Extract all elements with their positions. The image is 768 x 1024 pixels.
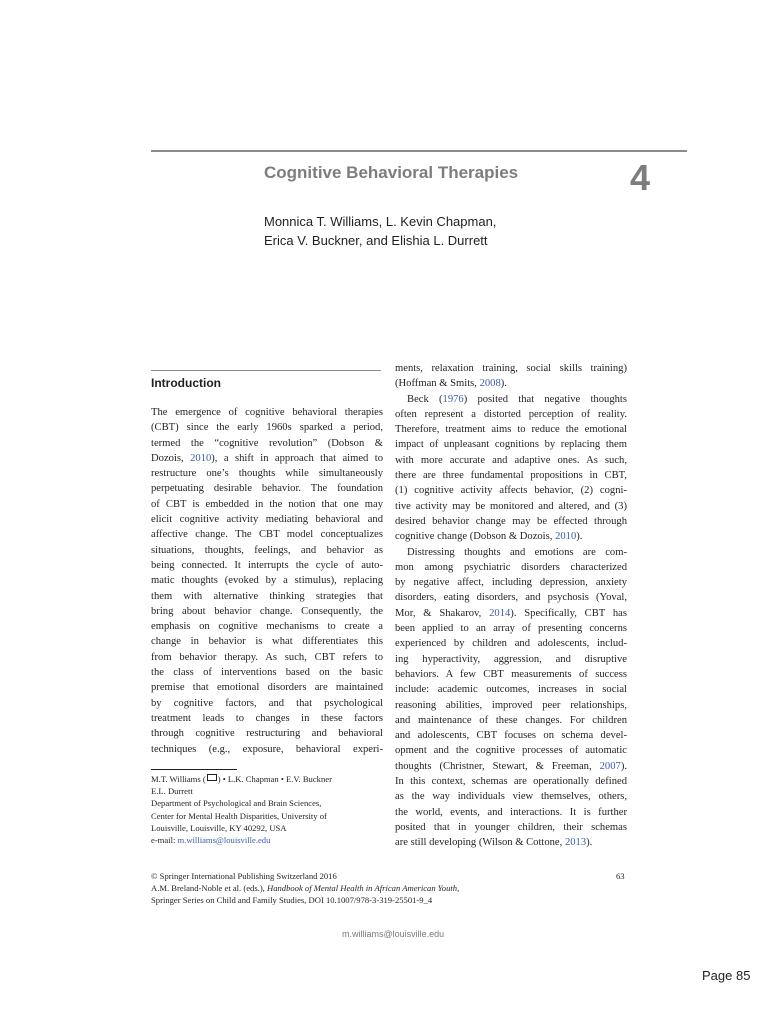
body-text-line: disorders, eating disorders, and psychosis (Yoval,: [395, 592, 627, 604]
body-text-line: through cognitive restructuring and behavioral: [151, 728, 383, 740]
body-text-line: posited that in younger children, their schemas: [395, 821, 627, 833]
body-text-line: been applied to an array of presenting concerns: [395, 623, 627, 635]
section-rule: [151, 370, 381, 371]
body-text-line: as the way individuals view themselves, others,: [395, 791, 627, 803]
email-label: e-mail:: [151, 834, 178, 845]
citation-text: ,: [457, 883, 460, 894]
citation-line: [151, 882, 631, 894]
body-text-line: them with alternative thinking strategies that: [151, 590, 383, 602]
body-text-line: from behavior therapy. As such, CBT refers to: [151, 651, 383, 663]
body-text-line: by negative affect, including depression, anxiety: [395, 577, 627, 589]
citation-year-link[interactable]: 2010: [190, 452, 212, 464]
line-text: thoughts (Christner, Stewart, & Freeman,: [395, 760, 600, 772]
line-text: Mor, & Shakarov,: [395, 607, 490, 619]
body-text-line: (1) cognitive activity affects behavior, (2) cogni-: [395, 485, 627, 497]
body-text-line: [395, 835, 627, 850]
body-text-line: restructure one’s thoughts while simultaneously: [151, 468, 383, 480]
body-text-line: [151, 451, 383, 466]
body-text-line: the class of interventions based on the basic: [151, 667, 383, 679]
footnote-text: ) • L.K. Chapman • E.V. Buckner: [217, 774, 332, 784]
line-text: ) posited that negative thoughts: [463, 393, 627, 405]
citation-text: A.M. Breland-Noble et al. (eds.),: [151, 883, 267, 894]
left-column-body: [151, 405, 383, 757]
citation-year-link[interactable]: 2007: [599, 760, 621, 772]
series-line: Springer Series on Child and Family Studies, DOI 10.1007/978-3-319-25501-9_4: [151, 895, 433, 906]
body-text-line: emphasis on cognitive mechanisms to create a: [151, 621, 383, 633]
body-text-line: In this context, schemas are operationally defined: [395, 776, 627, 788]
body-text-line: mon among psychiatric disorders characterized: [395, 561, 627, 573]
body-text-line: and maintenance of these changes. For children: [395, 714, 627, 726]
body-text-line: and adolescents, CBT focuses on schema devel-: [395, 730, 627, 742]
body-text-line: elicit cognitive activity mediating behavioral and: [151, 514, 383, 526]
page-label: Page 85: [702, 968, 751, 983]
copyright-line: © Springer International Publishing Switzerland 2016: [151, 871, 337, 881]
line-text: Beck (: [407, 393, 443, 405]
body-text-line: Distressing thoughts and emotions are com-: [407, 546, 627, 558]
body-text-line: termed the “cognitive revolution” (Dobson &: [151, 437, 383, 449]
email-watermark: m.williams@louisville.edu: [342, 929, 445, 939]
body-text-line: include: academic outcomes, increases in social: [395, 684, 627, 696]
body-text-line: Therefore, treatment aims to reduce the emotional: [395, 424, 627, 436]
body-text-line: [395, 392, 627, 407]
body-text-line: (CBT) since the early 1960s sparked a period,: [151, 422, 383, 434]
body-text-line: ing hyperactivity, aggression, and disruptive: [395, 653, 627, 665]
email-link[interactable]: m.williams@louisville.edu: [177, 834, 271, 845]
citation-year-link[interactable]: 2014: [489, 607, 511, 619]
footnote-line: Louisville, Louisville, KY 40292, USA: [151, 822, 287, 833]
chapter-authors: [264, 212, 496, 250]
citation-year-link[interactable]: 2010: [555, 531, 577, 543]
chapter-header-rule: [151, 150, 687, 152]
line-text: (Hoffman & Smits,: [395, 378, 480, 390]
body-text-line: change in behavior is what differentiates this: [151, 636, 383, 648]
author-affiliation-footnote: [151, 773, 332, 846]
line-text: ).: [586, 837, 593, 849]
citation-year-link[interactable]: 1976: [442, 393, 464, 405]
chapter-number: 4: [630, 157, 651, 198]
body-text-line: with more accurate and adaptive ones. As such,: [395, 454, 627, 466]
body-text-line: opment and the cognitive processes of automatic: [395, 745, 627, 757]
body-text-line: The emergence of cognitive behavioral therapies: [151, 407, 383, 418]
line-text: ).: [576, 531, 583, 543]
page-footer: [151, 870, 631, 907]
footnote-rule: [151, 769, 237, 770]
authors-line: Monnica T. Williams, L. Kevin Chapman,: [264, 214, 497, 229]
body-text-line: techniques (e.g., exposure, behavioral experi-: [151, 743, 383, 755]
envelope-icon: [207, 774, 217, 781]
section-title: Introduction: [151, 376, 221, 390]
body-text-line: being connected. It interrupts the cycle of auto-: [151, 559, 383, 571]
body-text-line: [395, 606, 627, 621]
body-text-line: tive activity may be monitored and altered, and (3): [395, 500, 627, 512]
line-text: Dozois,: [151, 452, 191, 464]
body-text-line: desired behavior change may be effected through: [395, 515, 627, 527]
body-text-line: [395, 376, 627, 391]
line-text: cognitive change (Dobson & Dozois,: [395, 531, 556, 543]
body-text-line: matic thoughts (evoked by a stimulus), replacing: [151, 575, 383, 587]
footnote-line: [151, 773, 332, 785]
body-text-line: affective change. The CBT model conceptualizes: [151, 529, 383, 541]
footnote-text: M.T. Williams (: [151, 774, 206, 784]
body-text-line: reasoning abilities, improved peer relationships,: [395, 699, 627, 711]
body-text-line: ments, relaxation training, social skills training): [395, 363, 627, 374]
footnote-line: E.L. Durrett: [151, 786, 193, 797]
footnote-line: [151, 834, 332, 846]
body-text-line: by cognitive factors, and that psychological: [151, 697, 383, 709]
body-text-line: [395, 529, 627, 544]
body-text-line: behaviors. A few CBT measurements of success: [395, 668, 627, 680]
right-column-body: [395, 361, 627, 851]
body-text-line: treatment leads to changes in these factors: [151, 712, 383, 724]
body-text-line: experienced by children and adolescents, includ-: [395, 638, 627, 650]
body-text-line: often represent a distorted perception of reality.: [395, 408, 627, 420]
body-text-line: of CBT is embedded in the notion that one may: [151, 498, 383, 510]
body-text-line: situations, thoughts, feelings, and behavior as: [151, 544, 383, 556]
body-text-line: perpetuating desirable behavior. The foundation: [151, 483, 383, 495]
body-text-line: there are three fundamental propositions in CBT,: [395, 470, 627, 482]
body-text-line: bring about behavior change. Consequently, the: [151, 605, 383, 617]
page-number: 63: [616, 871, 625, 881]
body-text-line: premise that emotional disorders are maintained: [151, 682, 383, 694]
body-text-line: [395, 759, 627, 774]
footnote-line: Department of Psychological and Brain Sciences,: [151, 798, 322, 809]
line-text: ).: [500, 378, 507, 390]
authors-line: Erica V. Buckner, and Elishia L. Durrett: [264, 233, 488, 248]
chapter-title: Cognitive Behavioral Therapies: [264, 163, 519, 182]
footnote-line: Center for Mental Health Disparities, University of: [151, 810, 327, 821]
line-text: ). Specifically, CBT has: [510, 607, 627, 619]
citation-year-link[interactable]: 2008: [479, 378, 501, 390]
book-title: Handbook of Mental Health in African American Youth: [266, 883, 458, 894]
line-text: ).: [620, 760, 627, 772]
body-text-line: impact of unpleasant cognitions by replacing them: [395, 439, 627, 451]
line-text: are still developing (Wilson & Cottone,: [395, 837, 565, 849]
body-text-line: the world, events, and interactions. It is further: [395, 806, 627, 818]
line-text: ), a shift in approach that aimed to: [211, 452, 383, 464]
citation-year-link[interactable]: 2013: [564, 837, 587, 849]
